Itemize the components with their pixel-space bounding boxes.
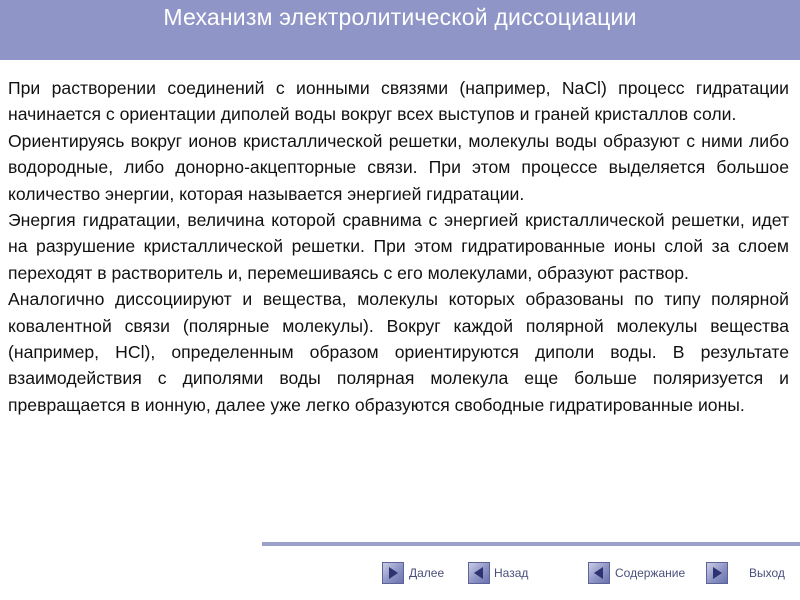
- back-label[interactable]: Назад: [494, 566, 529, 580]
- back-nav[interactable]: [494, 562, 532, 584]
- contents-nav[interactable]: [588, 562, 685, 584]
- paragraph-ionic-hydration: При растворении соединений с ионными связями (например, NaCl) процесс гидратации начинается с ориентации диполей воды вокруг всех выступов и граней кристаллов соли.: [8, 78, 789, 125]
- back-button[interactable]: [468, 562, 490, 584]
- paragraph-hydration-energy: Ориентируясь вокруг ионов кристаллической решетки, молекулы воды образуют с ними либо водородные, либо донорно-акцепторные связи. При этом процессе выделяется большое количество энергии, которая называется энергией гидратации.: [8, 130, 789, 204]
- contents-button[interactable]: [588, 562, 610, 584]
- exit-label[interactable]: Выход: [749, 566, 785, 580]
- exit-button[interactable]: [706, 562, 728, 584]
- arrow-left-icon: [592, 566, 606, 580]
- contents-label[interactable]: Содержание: [615, 566, 686, 580]
- next-nav[interactable]: [382, 562, 444, 584]
- paragraph-polar-molecules: Аналогично диссоциируют и вещества, молекулы которых образованы по типу полярной ковалентной связи (полярные молекулы). Вокруг каждой полярной молекулы вещества (например, HCl), определенным образом ориентируются диполи воды. В результате взаимодействия с диполями воды полярная молекула еще больше поляризуется и превращается в ионную, далее уже легко образуются свободные гидратированные ионы.: [8, 289, 789, 415]
- paragraph-lattice-destruction: Энергия гидратации, величина которой сравнима с энергией кристаллической решетки, идет на разрушение кристаллической решетки. При этом гидратированные ионы слой за слоем переходят в растворитель и, перемешиваясь с его молекулами, образуют раствор.: [8, 210, 789, 283]
- exit-nav[interactable]: [706, 562, 728, 584]
- footer-divider: [262, 542, 800, 546]
- body-text: [8, 75, 789, 418]
- arrow-right-icon: [710, 566, 724, 580]
- arrow-left-icon: [472, 566, 486, 580]
- page-title: Механизм электролитической диссоциации: [163, 4, 637, 30]
- back-nav-button-wrap[interactable]: [468, 562, 490, 584]
- arrow-right-icon: [386, 566, 400, 580]
- next-button[interactable]: [382, 562, 404, 584]
- title-bar: [0, 0, 800, 60]
- exit-label-wrap[interactable]: [749, 562, 785, 584]
- next-label[interactable]: Далее: [409, 566, 445, 580]
